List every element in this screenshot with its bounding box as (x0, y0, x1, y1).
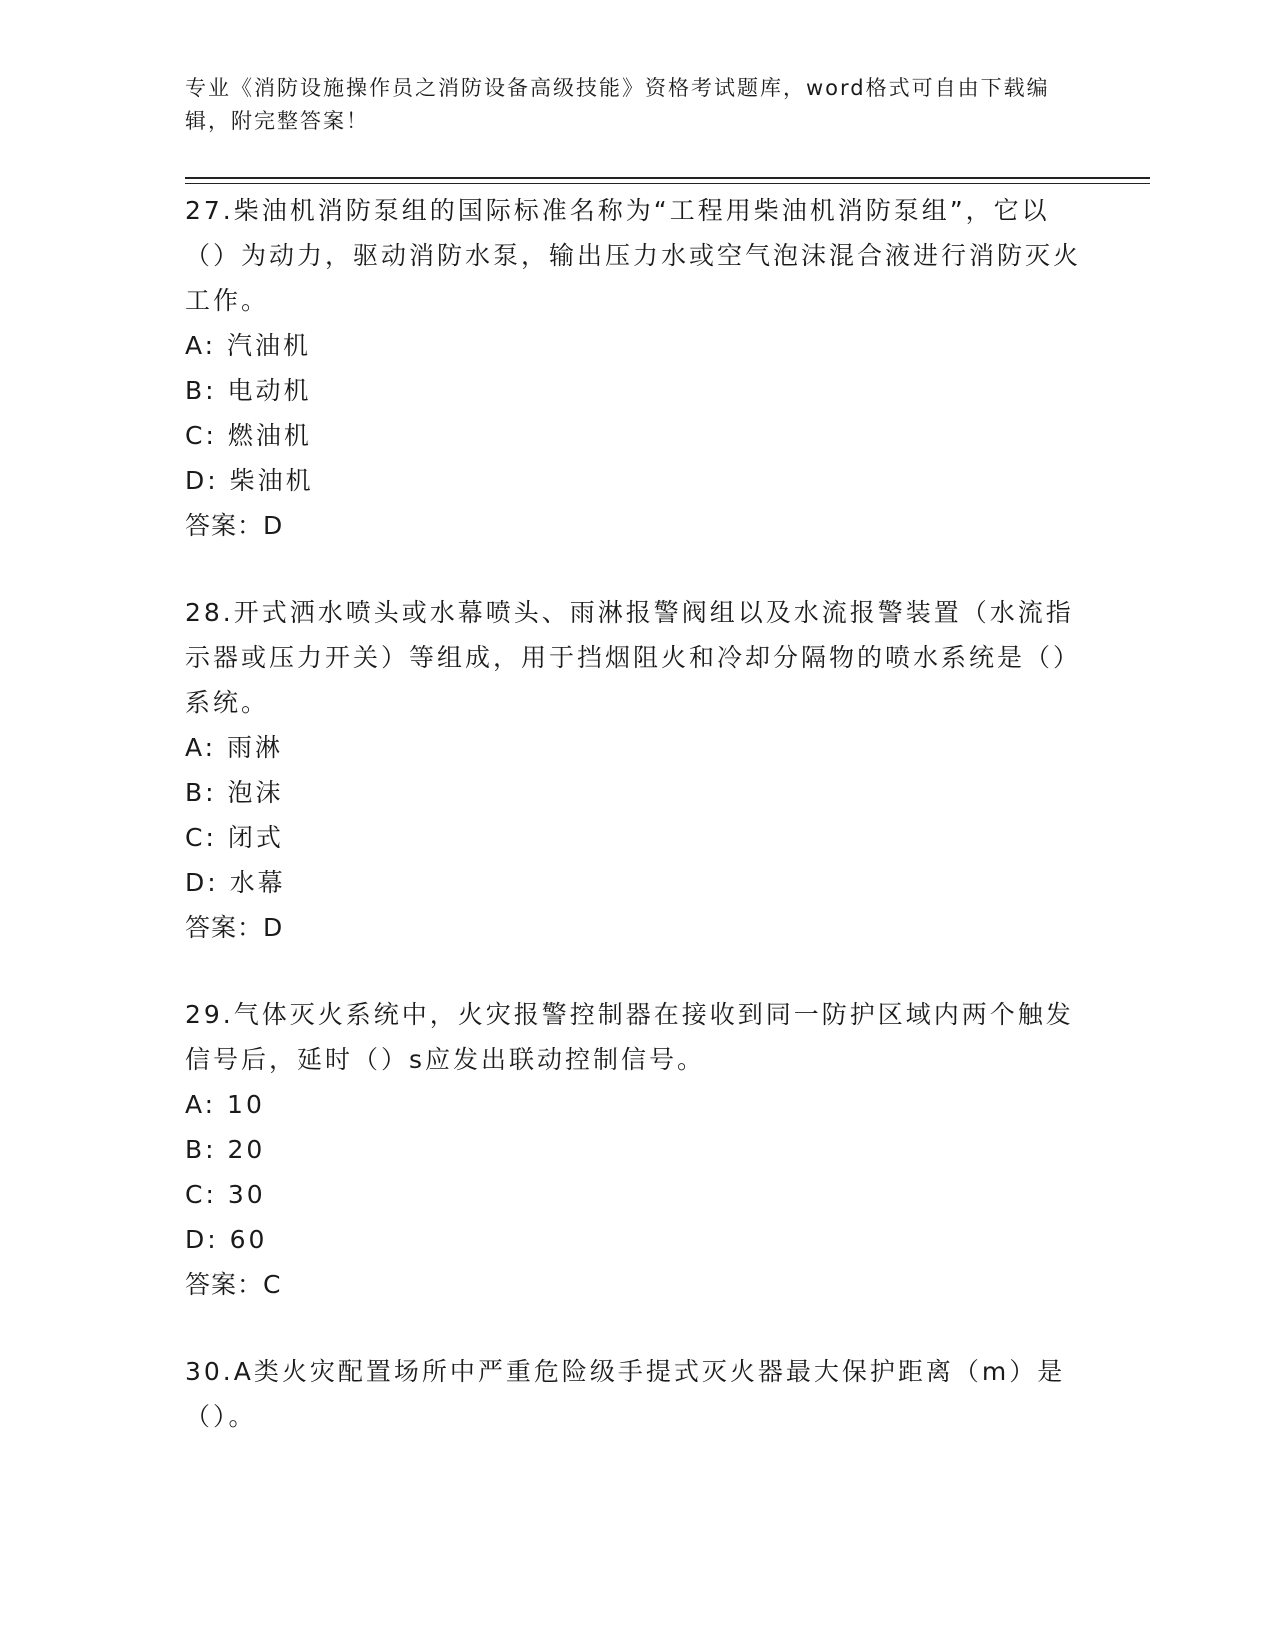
answer: 答案：D (185, 511, 284, 540)
option-c: C: 30 (185, 1180, 266, 1209)
option-a: A: 雨淋 (185, 733, 284, 762)
answer: 答案：D (185, 913, 284, 942)
question-text: 27.柴油机消防泵组的国际标准名称为“工程用柴油机消防泵组”，它以（）为动力，驱动消防水泵，输出压力水或空气泡沫混合液进行消防灭火工作。 (185, 196, 1082, 315)
option-a: A: 汽油机 (185, 331, 312, 360)
option-b: B: 泡沫 (185, 778, 284, 807)
option-c: C: 闭式 (185, 823, 284, 852)
option-b: B: 20 (185, 1135, 266, 1164)
option-d: D: 柴油机 (185, 466, 314, 495)
option-d: D: 水幕 (185, 868, 286, 897)
question-29 (185, 992, 1085, 1307)
question-text: 28.开式洒水喷头或水幕喷头、雨淋报警阀组以及水流报警装置（水流指示器或压力开关）等组成，用于挡烟阻火和冷却分隔物的喷水系统是（）系统。 (185, 598, 1082, 717)
answer: 答案：C (185, 1270, 282, 1299)
option-b: B: 电动机 (185, 376, 312, 405)
option-d: D: 60 (185, 1225, 268, 1254)
header-divider-thin (185, 183, 1150, 184)
question-text: 30.A类火灾配置场所中严重危险级手提式灭火器最大保护距离（m）是（）。 (185, 1357, 1066, 1431)
option-a: A: 10 (185, 1090, 265, 1119)
question-27 (185, 188, 1085, 548)
option-c: C: 燃油机 (185, 421, 312, 450)
question-list (185, 188, 1085, 1481)
question-28 (185, 590, 1085, 950)
header-divider-thick (185, 177, 1150, 179)
document-header: 专业《消防设施操作员之消防设备高级技能》资格考试题库，word格式可自由下载编辑，附完整答案！ (185, 76, 1050, 133)
question-text: 29.气体灭火系统中，火灾报警控制器在接收到同一防护区域内两个触发信号后，延时（）s应发出联动控制信号。 (185, 1000, 1074, 1074)
question-30 (185, 1349, 1085, 1439)
